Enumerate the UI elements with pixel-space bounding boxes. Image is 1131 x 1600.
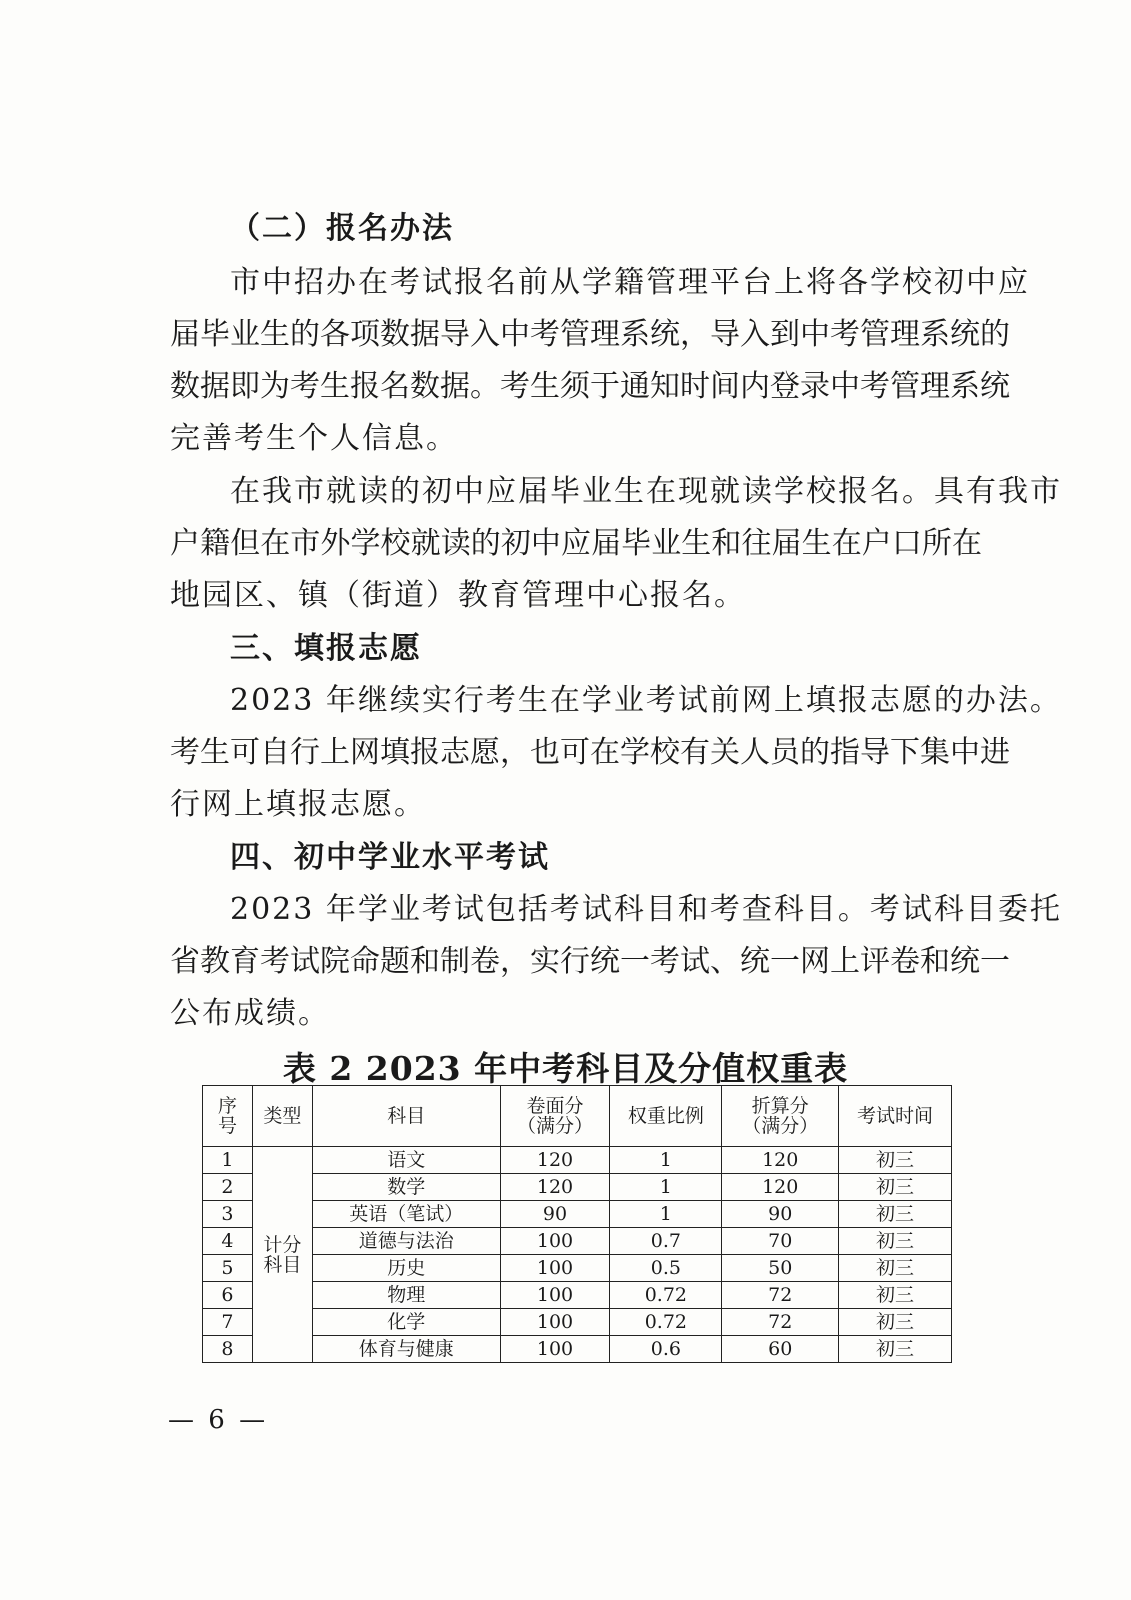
cell-raw: 120 <box>500 1147 610 1174</box>
subject-score-table <box>202 1085 952 1363</box>
table-row <box>203 1201 952 1228</box>
cell-converted: 120 <box>722 1147 839 1174</box>
cell-seq: 2 <box>203 1174 253 1201</box>
page-number: — 6 — <box>168 1405 269 1435</box>
cell-category: 计分 科目 <box>252 1147 312 1363</box>
cell-subject: 语文 <box>312 1147 500 1174</box>
cell-time: 初三 <box>839 1228 952 1255</box>
cell-subject: 体育与健康 <box>312 1336 500 1363</box>
cell-time: 初三 <box>839 1174 952 1201</box>
table-row <box>203 1255 952 1282</box>
cell-subject: 物理 <box>312 1282 500 1309</box>
cell-seq: 3 <box>203 1201 253 1228</box>
cell-seq: 1 <box>203 1147 253 1174</box>
cell-converted: 72 <box>722 1282 839 1309</box>
exam-paragraph-line-1: 2023 年学业考试包括考试科目和考查科目。考试科目委托 <box>230 892 1062 927</box>
cell-weight: 1 <box>610 1201 722 1228</box>
registration-paragraph-1-line-2: 届毕业生的各项数据导入中考管理系统，导入到中考管理系统的 <box>170 317 1010 352</box>
registration-paragraph-2-line-1: 在我市就读的初中应届毕业生在现就读学校报名。具有我市 <box>230 474 1062 509</box>
table-row <box>203 1228 952 1255</box>
cell-raw: 90 <box>500 1201 610 1228</box>
registration-paragraph-1-line-3: 数据即为考生报名数据。考生须于通知时间内登录中考管理系统 <box>170 369 1010 404</box>
cell-weight: 1 <box>610 1174 722 1201</box>
cell-converted: 50 <box>722 1255 839 1282</box>
cell-seq: 4 <box>203 1228 253 1255</box>
header-subject: 科目 <box>312 1086 500 1147</box>
table-row <box>203 1282 952 1309</box>
cell-raw: 100 <box>500 1228 610 1255</box>
table-row <box>203 1309 952 1336</box>
cell-raw: 100 <box>500 1255 610 1282</box>
table-row <box>203 1174 952 1201</box>
cell-subject: 数学 <box>312 1174 500 1201</box>
cell-subject: 历史 <box>312 1255 500 1282</box>
cell-time: 初三 <box>839 1147 952 1174</box>
registration-heading: （二）报名办法 <box>230 211 454 246</box>
cell-seq: 7 <box>203 1309 253 1336</box>
registration-paragraph-2-line-2: 户籍但在市外学校就读的初中应届毕业生和往届生在户口所在 <box>170 526 982 561</box>
table-row <box>203 1147 952 1174</box>
cell-weight: 0.6 <box>610 1336 722 1363</box>
cell-weight: 0.7 <box>610 1228 722 1255</box>
table-title: 表 2 2023 年中考科目及分值权重表 <box>282 1049 849 1088</box>
application-paragraph-line-2: 考生可自行上网填报志愿，也可在学校有关人员的指导下集中进 <box>170 735 1010 770</box>
cell-converted: 90 <box>722 1201 839 1228</box>
header-raw-score: 卷面分 （满分） <box>500 1086 610 1147</box>
header-seq: 序 号 <box>203 1086 253 1147</box>
exam-paragraph-line-3: 公布成绩。 <box>170 996 330 1031</box>
header-type: 类型 <box>252 1086 312 1147</box>
registration-paragraph-1-line-4: 完善考生个人信息。 <box>170 421 458 456</box>
cell-converted: 60 <box>722 1336 839 1363</box>
cell-raw: 100 <box>500 1309 610 1336</box>
cell-weight: 0.72 <box>610 1309 722 1336</box>
cell-converted: 72 <box>722 1309 839 1336</box>
cell-subject: 英语（笔试） <box>312 1201 500 1228</box>
cell-seq: 8 <box>203 1336 253 1363</box>
cell-weight: 0.5 <box>610 1255 722 1282</box>
cell-converted: 120 <box>722 1174 839 1201</box>
cell-raw: 100 <box>500 1336 610 1363</box>
application-heading: 三、填报志愿 <box>230 631 422 666</box>
cell-time: 初三 <box>839 1255 952 1282</box>
exam-heading: 四、初中学业水平考试 <box>230 840 550 875</box>
cell-seq: 5 <box>203 1255 253 1282</box>
cell-subject: 道德与法治 <box>312 1228 500 1255</box>
application-paragraph-line-1: 2023 年继续实行考生在学业考试前网上填报志愿的办法。 <box>230 683 1062 718</box>
registration-paragraph-1-line-1: 市中招办在考试报名前从学籍管理平台上将各学校初中应 <box>230 265 1030 300</box>
cell-weight: 1 <box>610 1147 722 1174</box>
application-paragraph-line-3: 行网上填报志愿。 <box>170 787 426 822</box>
header-weight: 权重比例 <box>610 1086 722 1147</box>
table-header-row <box>203 1086 952 1147</box>
header-exam-time: 考试时间 <box>839 1086 952 1147</box>
exam-paragraph-line-2: 省教育考试院命题和制卷，实行统一考试、统一网上评卷和统一 <box>170 944 1010 979</box>
cell-subject: 化学 <box>312 1309 500 1336</box>
cell-raw: 120 <box>500 1174 610 1201</box>
table-row <box>203 1336 952 1363</box>
cell-time: 初三 <box>839 1309 952 1336</box>
cell-time: 初三 <box>839 1201 952 1228</box>
cell-weight: 0.72 <box>610 1282 722 1309</box>
cell-converted: 70 <box>722 1228 839 1255</box>
registration-paragraph-2-line-3: 地园区、镇（街道）教育管理中心报名。 <box>170 578 746 613</box>
cell-time: 初三 <box>839 1336 952 1363</box>
cell-time: 初三 <box>839 1282 952 1309</box>
cell-seq: 6 <box>203 1282 253 1309</box>
header-converted-score: 折算分 （满分） <box>722 1086 839 1147</box>
cell-raw: 100 <box>500 1282 610 1309</box>
